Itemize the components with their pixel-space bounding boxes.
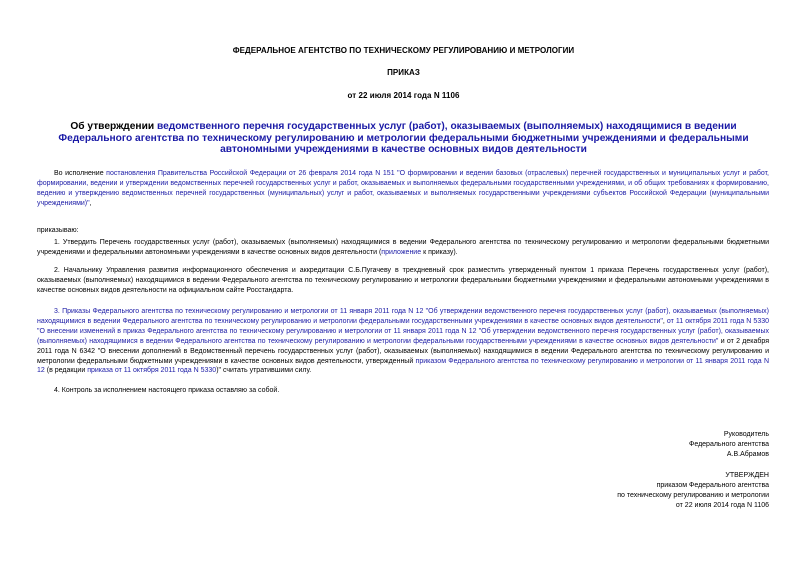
paragraph-1-text: 1. Утвердить Перечень государственных услуг (работ), оказываемых (выполняемых) находящимися в ведении Федерального агентства по техническому регулированию и метрологии федеральными бюджетными учреждениями и федеральными автономными учреждениями в качестве основных видов деятельности ( — [37, 239, 769, 256]
signature-title: Руководитель — [723, 431, 769, 438]
signature-block — [689, 430, 769, 460]
preamble-tail: , — [89, 199, 92, 207]
paragraph-3-text-2: (в редакции — [44, 367, 88, 375]
title-prefix: Об утверждении — [70, 121, 157, 132]
order-12-ref-link[interactable]: приказом Федерального агентства по техническому регулированию и метрологии от 11 января 2011 года N 12 — [37, 357, 770, 375]
resolution-151-link[interactable]: постановления Правительства Российской Федерации от 26 февраля 2014 года N 151 "О формировании и ведении базовых (отраслевых) перечней государственных и муниципальных услуг и работ, формировании, ведении и утверждении ведомственных перечней государственных услуг и работ, оказываемых и выполняемых федеральными государственными учреждениями, и об общих требованиях к формированию, ведению и утверждению ведомственных перечней государственных (муниципальных) услуг и работ, оказываемых и выполняемых государственными учреждениями субъектов Российской Федерации (муниципальными учреждениями)" — [37, 170, 769, 207]
approval-heading: УТВЕРЖДЕН — [725, 472, 769, 479]
agency-heading: ФЕДЕРАЛЬНОЕ АГЕНТСТВО ПО ТЕХНИЧЕСКОМУ РЕГУЛИРОВАНИЮ И МЕТРОЛОГИИ — [232, 46, 575, 55]
paragraph-1 — [37, 238, 769, 258]
approval-line-2: приказом Федерального агентства — [656, 481, 769, 489]
paragraph-2: 2. Начальнику Управления развития информационного обеспечения и аккредитации С.Б.Пугачеву в трехдневный срок разместить утвержденный пунктом 1 приказа Перечень государственных услуг (работ), оказываемых (выполняемых) находящимися в ведении Федерального агентства по техническому регулированию и метрологии федеральными бюджетными учреждениями и федеральными автономными учреждениями в качестве основных видов деятельности на официальном сайте Росстандарта. — [37, 267, 769, 294]
order-word: приказываю: — [37, 227, 79, 234]
paragraph-3-sep: , — [662, 317, 667, 325]
order-5330-link[interactable]: от 11 октября 2011 года N 5330 "О внесении изменений в приказ Федерального агентства по техническому регулированию и метрологии от 11 января 2011 года N 12 "Об утверждении ведомственного перечня государственных услуг (работ), оказываемых (выполняемых) находящимися в ведении Федерального агентства по техническому регулированию и метрологии федеральными государственными учреждениями в качестве основных видов деятельности" — [37, 317, 770, 345]
doc-date-number: от 22 июля 2014 года N 1106 — [347, 91, 460, 100]
approval-block — [617, 471, 769, 511]
approval-line-4: от 22 июля 2014 года N 1106 — [675, 501, 769, 509]
signature-agency: Федерального агентства — [689, 440, 769, 448]
preamble-text: Во исполнение — [54, 170, 107, 177]
appendix-link[interactable]: приложение — [381, 248, 422, 256]
preamble-paragraph — [37, 169, 769, 209]
order-5330-ref-link[interactable]: приказа от 11 октября 2011 года N 5330 — [87, 367, 217, 375]
paragraph-3-text: и от 2 декабря 2011 года N 6342 "О внесении дополнений в Ведомственный перечень государственных услуг (работ), оказываемых (выполняемых) находящимися в ведении Федерального агентства по техническому регулированию и метрологии федеральными бюджетными учреждениями в качестве основных видов деятельности, утвержденный — [37, 337, 769, 365]
paragraph-1-tail: к приказу). — [421, 248, 458, 256]
doc-type-heading: ПРИКАЗ — [387, 68, 420, 77]
paragraph-3-tail: )" считать утратившими силу. — [216, 367, 312, 375]
signature-name: А.В.Абрамов — [726, 450, 769, 458]
approval-line-3: по техническому регулированию и метрологии — [617, 491, 769, 499]
document-title — [38, 121, 769, 156]
order-12-link[interactable]: 3. Приказы Федерального агентства по техническому регулированию и метрологии от 11 января 2011 года N 12 "Об утверждении ведомственного перечня государственных услуг (работ), оказываемых (выполняемых) находящимися в ведении Федерального агентства по техническому регулированию и метрологии федеральными государственными учреждениями в качестве основных видов деятельности" — [37, 308, 769, 325]
title-link[interactable]: ведомственного перечня государственных услуг (работ), оказываемых (выполняемых) находящимися в ведении Федерального агентства по техническому регулированию и метрологии федеральными бюджетными учреждениями и федеральными автономными учреждениями в качестве основных видов деятельности — [58, 121, 749, 155]
paragraph-4: 4. Контроль за исполнением настоящего приказа оставляю за собой. — [54, 387, 280, 394]
paragraph-3 — [37, 307, 769, 376]
